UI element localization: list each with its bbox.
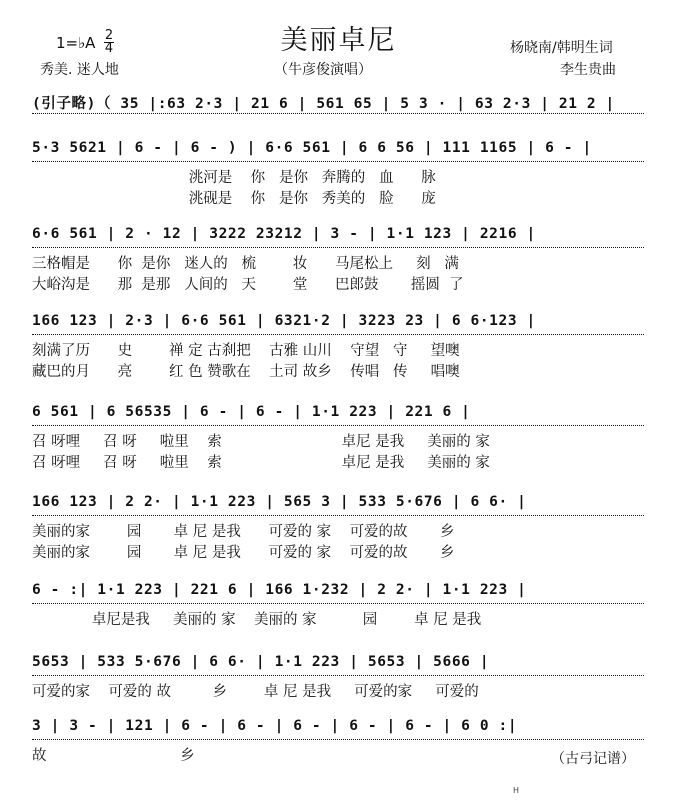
lyric-line-1: 卓尼是我 美丽的 家 美丽的 家 园 卓 尼 是我 [32,612,482,628]
transcriber-credit: （古弓记谱） [551,751,635,767]
tempo-mood: 秀美. 迷人地 [40,62,119,78]
notation-line: (引子略)（ 35 |:63 2·3 | 21 6 | 561 65 | 5 3 · | 63 2·3 | 21 2 | [32,96,615,112]
lyric-line-1: 美丽的家 园 卓 尼 是我 可爱的 家 可爱的故 乡 [32,524,455,540]
lyric-line-2: 美丽的家 园 卓 尼 是我 可爱的 家 可爱的故 乡 [32,545,455,561]
beam-line [32,739,644,740]
lyric-line-1: 刻满了历 史 禅 定 古刹把 古雅 山川 守望 守 望噢 [32,343,460,359]
notation-line: 6 561 | 6 56535 | 6 - | 6 - | 1·1 223 | 221 6 | [32,404,471,420]
notation-line: 6 - :| 1·1 223 | 221 6 | 166 1·232 | 2 2· | 1·1 223 | [32,582,527,598]
lyric-line-1: 召 呀哩 召 呀 啦里 索 卓尼 是我 美丽的 家 [32,434,490,450]
beam-line [32,161,644,162]
corner-mark: H [513,786,520,795]
lyric-line-2: 藏巴的月 亮 红 色 赞歌在 土司 故乡 传唱 传 唱噢 [32,364,460,380]
singer: （牛彦俊演唱） [274,62,372,78]
lyric-line-1: 三格帽是 你 是你 迷人的 梳 妆 马尾松上 刻 满 [32,256,459,272]
notation-line: 6·6 561 | 2 · 12 | 3222 23212 | 3 - | 1·1 123 | 2216 | [32,226,536,242]
beam-line [32,675,644,676]
lyric-line-1: 洮河是 你 是你 奔腾的 血 脉 [32,170,436,186]
beam-line [32,425,644,426]
lyric-line-1: 故 乡 [32,748,195,764]
lyric-line-2: 大峪沟是 那 是那 人间的 天 堂 巴郎鼓 摇圆 了 [32,277,464,293]
beam-line [32,603,644,604]
notation-line: 166 123 | 2·3 | 6·6 561 | 6321·2 | 3223 23 | 6 6·123 | [32,313,536,329]
notation-line: 166 123 | 2 2· | 1·1 223 | 565 3 | 533 5·676 | 6 6· | [32,494,527,510]
notation-line: 5653 | 533 5·676 | 6 6· | 1·1 223 | 5653 | 5666 | [32,654,490,670]
key-signature: 1=♭A [56,34,96,52]
composer: 李生贵曲 [560,62,616,78]
time-signature [104,30,114,55]
lyric-line-2: 洮砚是 你 是你 秀美的 脸 庞 [32,191,436,207]
lyric-line-1: 可爱的家 可爱的 故 乡 卓 尼 是我 可爱的家 可爱的 [32,684,479,700]
beam-line [32,113,644,114]
time-signature-bottom: 4 [104,41,114,56]
beam-line [32,515,644,516]
time-signature-top: 2 [104,28,114,43]
song-title: 美丽卓尼 [280,25,397,56]
beam-line [32,247,644,248]
beam-line [32,334,644,335]
lyric-line-2: 召 呀哩 召 呀 啦里 索 卓尼 是我 美丽的 家 [32,455,490,471]
lyricist: 杨晓南/韩明生词 [510,40,613,56]
notation-line: 3 | 3 - | 121 | 6 - | 6 - | 6 - | 6 - | 6 - | 6 0 :| [32,718,518,734]
notation-line: 5·3 5621 | 6 - | 6 - ) | 6·6 561 | 6 6 56 | 111 1165 | 6 - | [32,140,592,156]
